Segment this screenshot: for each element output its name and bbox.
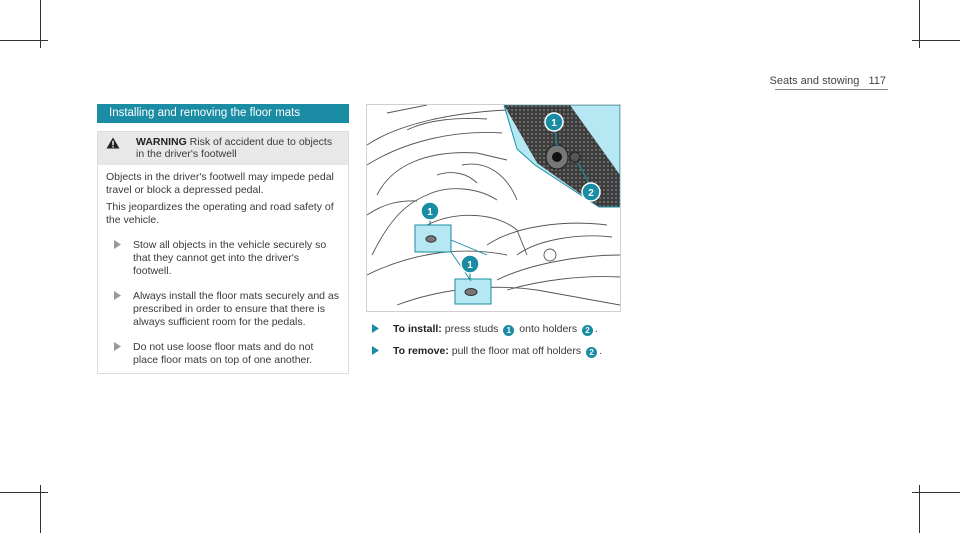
instruction-steps — [366, 323, 666, 367]
warning-keyword: WARNING — [136, 136, 187, 148]
callout-ref: 2 — [586, 347, 597, 358]
crop-mark — [912, 492, 960, 493]
left-column — [97, 104, 349, 374]
crop-mark — [0, 492, 48, 493]
section-title: Installing and removing the floor mats — [97, 104, 349, 123]
bullet-arrow-icon — [114, 240, 121, 249]
warning-box — [97, 131, 349, 374]
callout-label: 1 — [427, 207, 433, 218]
floor-mat-illustration — [366, 104, 621, 312]
step-end: . — [599, 345, 602, 357]
callout-label: 1 — [467, 260, 473, 271]
running-header — [770, 75, 887, 87]
warning-paragraph: Objects in the driver's footwell may impede pedal travel or block a depressed pedal. — [106, 171, 334, 196]
warning-bullet-text: Always install the floor mats securely and as prescribed in order to ensure that there is always sufficient room for the pedals. — [133, 290, 340, 328]
bullet-arrow-icon — [372, 324, 379, 333]
step-text: press studs — [444, 323, 499, 335]
bullet-arrow-icon — [372, 346, 379, 355]
callout-ref: 1 — [503, 325, 514, 336]
warning-triangle-icon — [106, 137, 120, 149]
crop-mark — [912, 40, 960, 41]
crop-mark — [0, 40, 48, 41]
bullet-arrow-icon — [114, 291, 121, 300]
warning-bullet-text: Do not use loose floor mats and do not place floor mats on top of one another. — [133, 341, 314, 366]
warning-bullet-text: Stow all objects in the vehicle securely so that they cannot get into the driver's footwell. — [133, 239, 327, 277]
step-remove — [366, 345, 666, 358]
step-text: pull the floor mat off holders — [451, 345, 582, 357]
warning-bullet — [106, 290, 340, 329]
warning-bullet — [106, 239, 340, 278]
warning-paragraph: This jeopardizes the operating and road safety of the vehicle. — [106, 201, 334, 226]
callout-label: 1 — [551, 118, 557, 129]
floor-mat-drawing — [367, 105, 620, 311]
warning-header — [98, 132, 348, 165]
step-end: . — [595, 323, 598, 335]
step-keyword: To install: — [393, 323, 442, 335]
page-number: 117 — [868, 75, 886, 87]
callout-ref: 2 — [582, 325, 593, 336]
header-rule — [775, 89, 888, 90]
warning-body — [98, 165, 348, 373]
header-section: Seats and stowing — [769, 75, 860, 87]
step-text: onto holders — [519, 323, 578, 335]
warning-bullet — [106, 341, 340, 367]
warning-headline: Risk of accident due to objects in the driver's footwell — [136, 136, 333, 160]
seat-adjust-knob-icon — [544, 249, 556, 261]
callout-label: 2 — [588, 188, 594, 199]
step-install — [366, 323, 666, 336]
bullet-arrow-icon — [114, 342, 121, 351]
step-keyword: To remove: — [393, 345, 449, 357]
